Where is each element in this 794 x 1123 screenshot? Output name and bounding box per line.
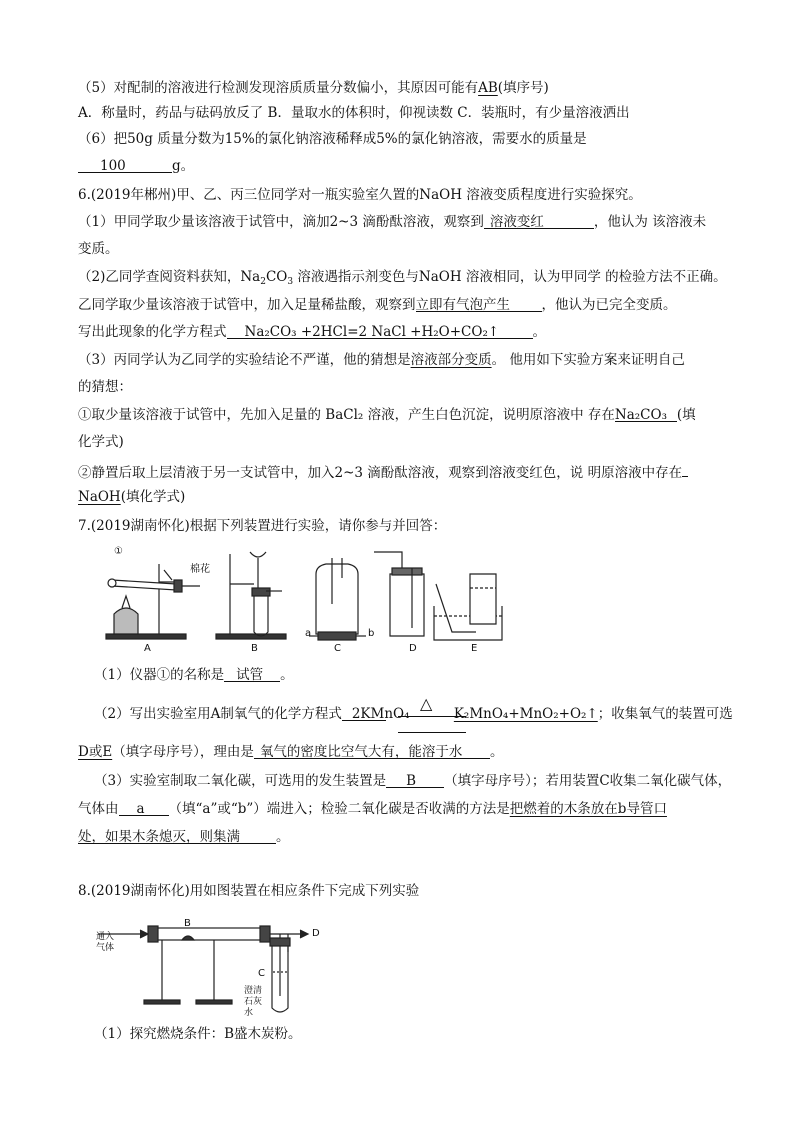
- q6-answer: 100: [100, 158, 126, 174]
- p7-s3-cont: 气体由 a （填“a”或“b”）端进入；检验二氧化碳是否收满的方法是把燃着的木条放在b导管口: [78, 801, 667, 817]
- fig8-label-c: C: [258, 968, 265, 979]
- apparatus-e: [434, 574, 502, 640]
- fig-port-a: a: [305, 628, 312, 639]
- fig-label-d: D: [409, 643, 417, 654]
- p8-apparatus-figure: [96, 912, 326, 1016]
- q5-options: A．称量时，药品与砝码放反了 B．量取水的体积时，仰视读数 C．装瓶时，有少量溶液洒出: [78, 105, 630, 121]
- p7-s3-answer: B: [406, 773, 417, 789]
- p6-s1-answer: 溶液变红: [489, 214, 544, 230]
- apparatus-d: [374, 552, 424, 636]
- q5-stem: （5）对配制的溶液进行检测发现溶质质量分数偏小，其原因可能有AB(填序号): [78, 80, 549, 96]
- p7-s3-cont2: 处，如果木条熄灭，则集满 。: [78, 829, 290, 845]
- fig-label-a: A: [144, 643, 151, 654]
- p6-s3d1-answer: Na₂CO₃: [614, 407, 667, 423]
- q6-answer-line: 100 g。: [78, 157, 194, 175]
- p8-title: 8.(2019湖南怀化)用如图装置在相应条件下完成下列实验: [78, 883, 420, 899]
- q6-stem: （6）把50g 质量分数为15%的氯化钠溶液稀释成5%的氯化钠溶液，需要水的质量是: [78, 131, 587, 147]
- p7-s2-reason: 氧气的密度比空气大有，能溶于水: [259, 744, 463, 760]
- p8-s1: （1）探究燃烧条件：B盛木炭粉。: [94, 1026, 302, 1042]
- p6-title: 6.(2019年郴州)甲、乙、丙三位同学对一瓶实验室久置的NaOH 溶液变质程度进行实验探究。: [78, 187, 642, 203]
- fig-port-b: b: [368, 628, 375, 639]
- p7-s2-eq-left: 2KMnO₄: [351, 706, 410, 722]
- p7-apparatus-figure: [104, 544, 524, 654]
- p6-s1: （1）甲同学取少量该溶液于试管中，滴加2~3 滴酚酞溶液，观察到 溶液变红 ，他认为 该溶液未: [78, 214, 707, 230]
- p6-s2b: 乙同学取少量该溶液于试管中，加入足量稀盐酸，观察到立即有气泡产生 ，他认为已完全变质。: [78, 297, 677, 313]
- p7-s3-answer-port: a: [136, 801, 145, 817]
- apparatus-b: [216, 552, 286, 639]
- p7-s2-eq-right: K₂MnO₄+MnO₂+O₂↑: [453, 706, 598, 722]
- p7-s2-answer-de: D或E: [78, 744, 113, 760]
- fig-mark-1: ①: [114, 546, 123, 557]
- fig8-label-b: B: [184, 918, 191, 929]
- fig-cotton-label: 棉花: [190, 564, 210, 575]
- p7-s2: （2）写出实验室用A制氧气的化学方程式 2KMnO₄ K₂MnO₄+MnO₂+O₂↑；收集氧气的装置可选: [94, 706, 733, 722]
- p6-s3c: 的猜想：: [78, 379, 132, 395]
- p6-s1-cont: 变质。: [78, 241, 119, 257]
- p6-s3-answer: 溶液部分变质: [410, 352, 492, 368]
- p6-s2b-answer: 立即有气泡产生: [415, 297, 510, 313]
- p6-s3e-answer: NaOH: [78, 489, 121, 505]
- fig-inlet-label: 通入气体: [96, 932, 115, 953]
- p7-s3-method-b: 处，如果木条熄灭，则集满: [78, 829, 240, 845]
- delta-icon: △: [420, 694, 433, 713]
- p6-s3: （3）丙同学认为乙同学的实验结论不严谨，他的猜想是溶液部分变质。 他用如下实验方案来证明自己: [78, 352, 685, 368]
- p6-s3e-answer-line: NaOH(填化学式): [78, 489, 186, 505]
- fig8-water-label: 澄清石灰水: [244, 986, 263, 1018]
- p6-s3d1: ①取少量该溶液于试管中，先加入足量的 BaCl₂ 溶液，产生白色沉淀，说明原溶液中 存在Na₂CO₃ (填: [78, 407, 696, 423]
- p6-s3d2: 化学式): [78, 434, 124, 450]
- p7-s1-answer: 试管: [236, 667, 264, 683]
- fig-label-e: E: [471, 643, 478, 654]
- apparatus-a: [106, 564, 200, 639]
- p6-s3e: ②静置后取上层清液于另一支试管中，加入2~3 滴酚酞溶液，观察到溶液变红色，说 明原溶液中存在: [78, 461, 688, 482]
- p6-s2c: 写出此现象的化学方程式 Na₂CO₃ +2HCl=2 NaCl +H₂O+CO₂↑ 。: [78, 324, 546, 340]
- p7-s1: （1）仪器①的名称是 试管 。: [94, 667, 294, 683]
- fig-label-c: C: [334, 643, 341, 654]
- p7-s3-method-a: 把燃着的木条放在b导管口: [509, 801, 667, 817]
- p7-s3: （3）实验室制取二氧化碳，可选用的发生装置是 B （填字母序号）；若用装置C收集二氧化碳气体，: [94, 773, 732, 789]
- p7-title: 7.(2019湖南怀化)根据下列装置进行实验，请你参与并回答：: [78, 518, 447, 534]
- q5-answer: AB: [478, 80, 498, 96]
- p6-equation: Na₂CO₃ +2HCl=2 NaCl +H₂O+CO₂↑: [244, 324, 500, 340]
- p6-s2: （2)乙同学查阅资料获知，$Na_2CO_3$ 溶液遇指示剂变色与NaOH 溶液相同，认为甲同学 的检验方法不正确。: [78, 269, 727, 287]
- p7-s2-cont: D或E（填字母序号），理由是 氧气的密度比空气大有，能溶于水 。: [78, 744, 504, 760]
- fig8-label-d: D: [312, 928, 320, 939]
- fig-label-b: B: [251, 643, 258, 654]
- apparatus-c: [309, 558, 366, 640]
